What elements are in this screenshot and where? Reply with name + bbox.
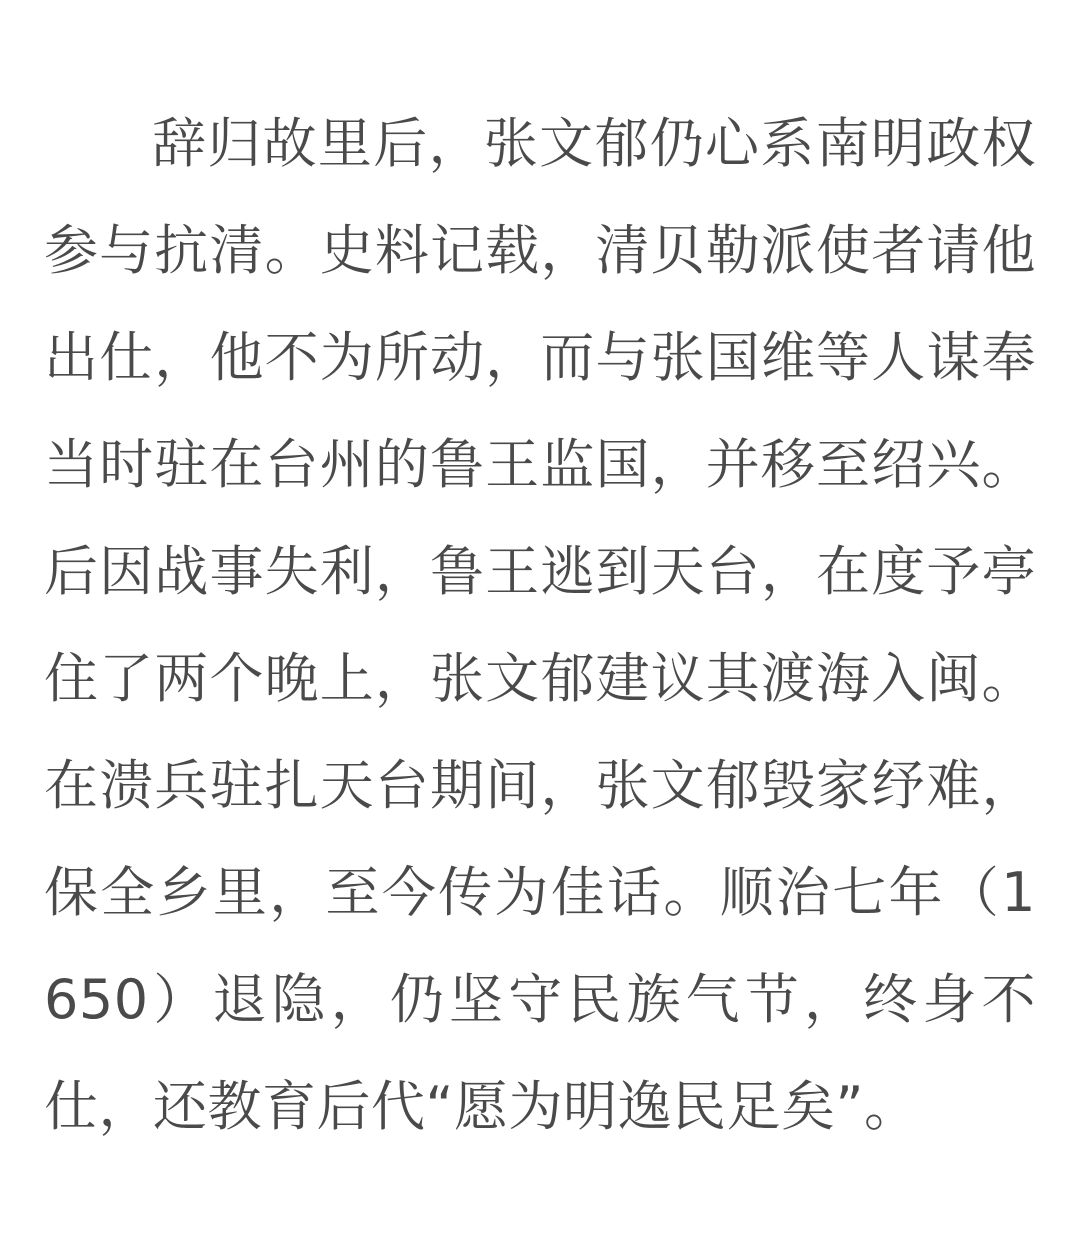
article-body-paragraph: 辞归故里后，张文郁仍心系南明政权参与抗清。史料记载，清贝勒派使者请他出仕，他不为所动，而与张国维等人谋奉当时驻在台州的鲁王监国，并移至绍兴。后因战事失利，鲁王逃到天台，在度予亭住了两个晚上，张文郁建议其渡海入闽。在溃兵驻扎天台期间，张文郁毁家纾难，保全乡里，至今传为佳话。顺治七年（1650）退隐，仍坚守民族气节，终身不仕，还教育后代“愿为明逸民足矣”。	[44, 112, 1036, 1138]
